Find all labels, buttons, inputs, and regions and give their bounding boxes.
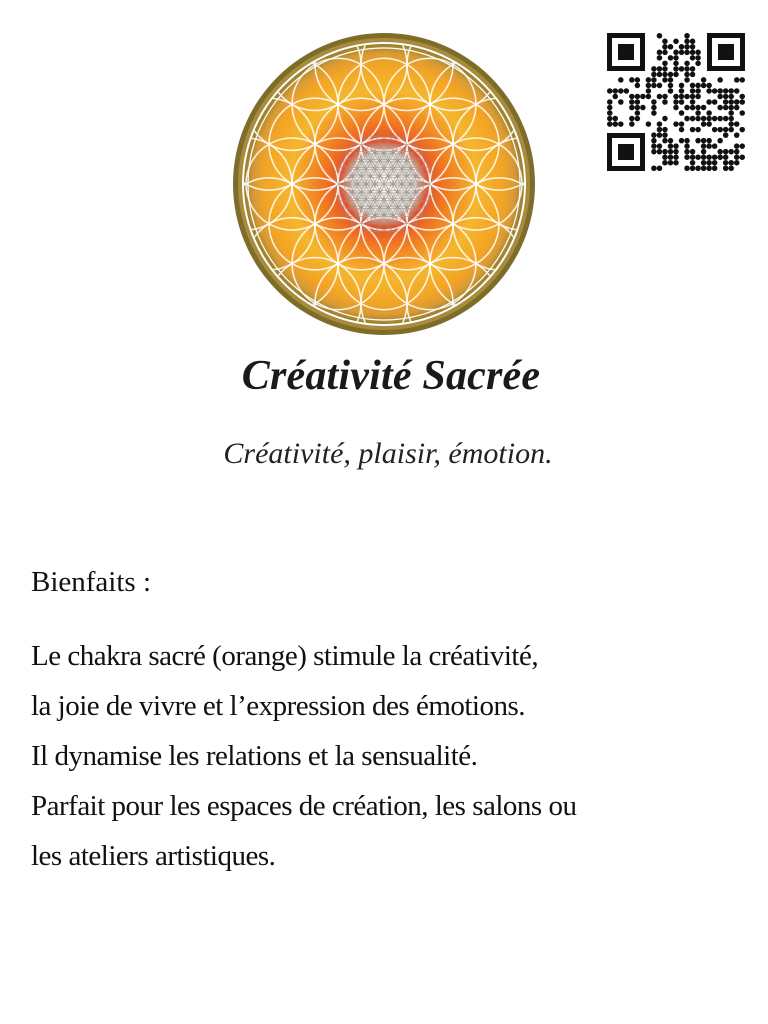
benefits-line: Le chakra sacré (orange) stimule la créativité, [31, 640, 539, 672]
benefits-paragraph [31, 631, 741, 881]
benefits-line: la joie de vivre et l’expression des émotions. [31, 690, 526, 722]
benefits-line: Parfait pour les espaces de création, les salons ou [31, 790, 577, 822]
card-title: Créativité Sacrée [241, 353, 541, 399]
qr-code-image [607, 33, 745, 171]
benefits-line: les ateliers artistiques. [31, 840, 276, 872]
flower-of-life-mandala-image [232, 32, 536, 336]
benefits-heading: Bienfaits : [31, 566, 152, 598]
card-subtitle: Créativité, plaisir, émotion. [223, 437, 553, 470]
benefits-line: Il dynamise les relations et la sensualité. [31, 740, 478, 772]
